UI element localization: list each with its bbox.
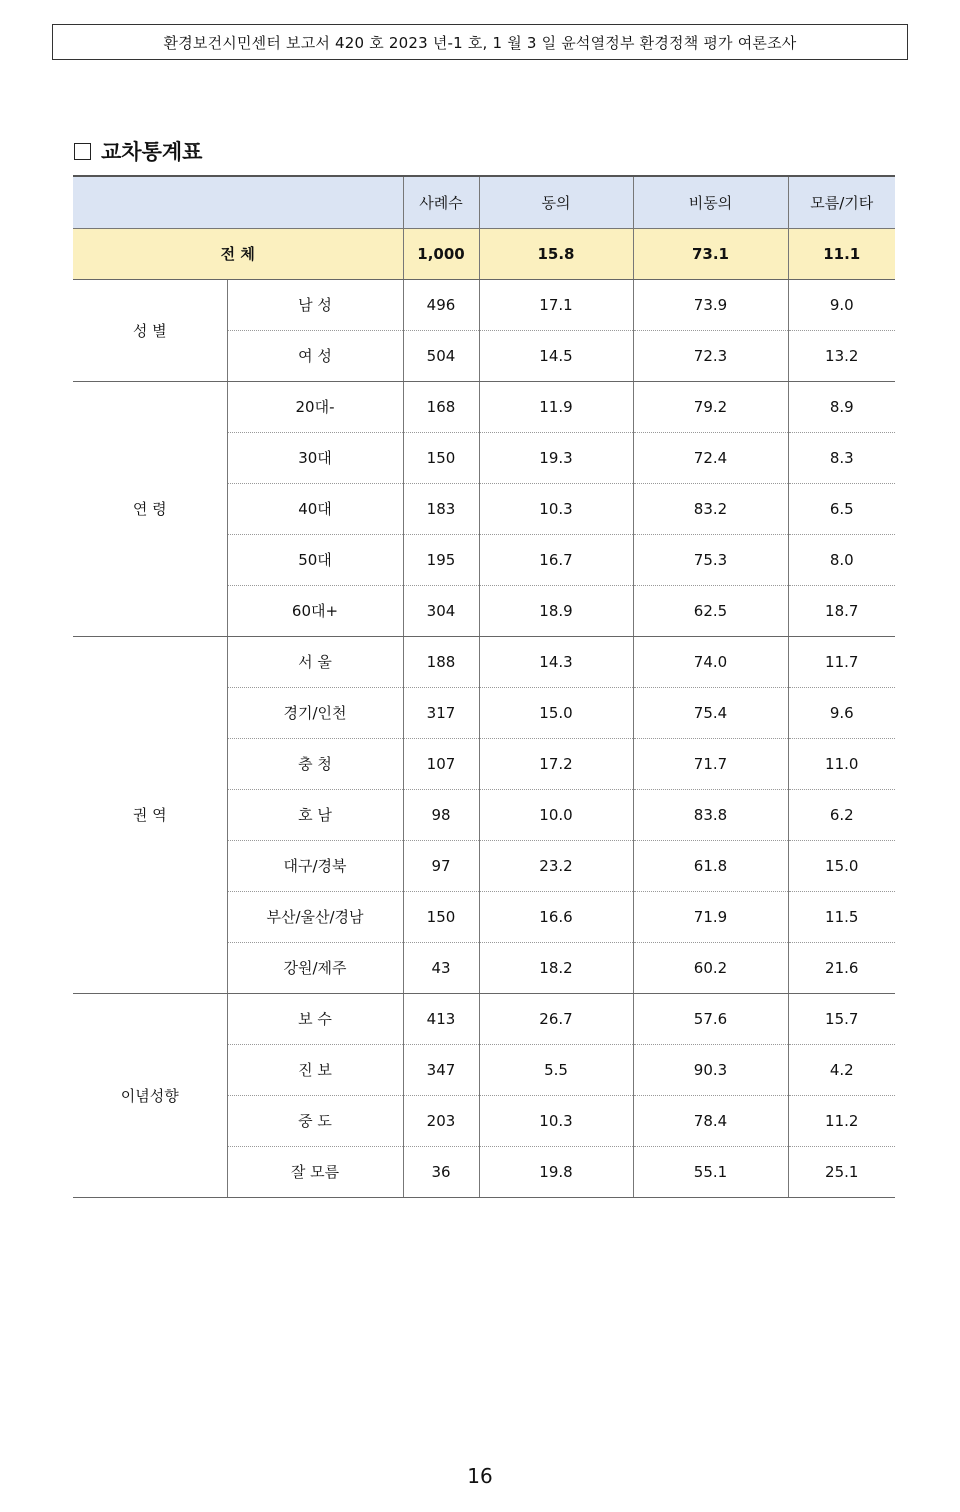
row-disagree: 75.4	[633, 687, 788, 738]
row-disagree: 72.4	[633, 432, 788, 483]
row-agree: 19.3	[479, 432, 633, 483]
table-row	[73, 993, 895, 1044]
row-label: 50대	[227, 534, 403, 585]
row-disagree: 57.6	[633, 993, 788, 1044]
group-label: 연 령	[73, 381, 227, 636]
row-n: 183	[403, 483, 479, 534]
row-other: 11.5	[788, 891, 895, 942]
row-n: 188	[403, 636, 479, 687]
row-n: 413	[403, 993, 479, 1044]
row-disagree: 78.4	[633, 1095, 788, 1146]
table-row	[73, 636, 895, 687]
row-label: 부산/울산/경남	[227, 891, 403, 942]
column-header-agree: 동의	[479, 176, 633, 228]
row-disagree: 75.3	[633, 534, 788, 585]
row-other: 13.2	[788, 330, 895, 381]
row-other: 15.7	[788, 993, 895, 1044]
row-label: 20대-	[227, 381, 403, 432]
row-agree: 16.7	[479, 534, 633, 585]
row-disagree: 90.3	[633, 1044, 788, 1095]
row-agree: 10.3	[479, 1095, 633, 1146]
row-n: 107	[403, 738, 479, 789]
row-agree: 18.2	[479, 942, 633, 993]
section-title	[74, 136, 202, 166]
group-label: 성 별	[73, 279, 227, 381]
row-n: 43	[403, 942, 479, 993]
row-n: 150	[403, 891, 479, 942]
row-n: 97	[403, 840, 479, 891]
table-header-row	[73, 176, 895, 228]
row-other: 6.5	[788, 483, 895, 534]
row-other: 18.7	[788, 585, 895, 636]
row-label: 30대	[227, 432, 403, 483]
row-label: 진 보	[227, 1044, 403, 1095]
row-disagree: 62.5	[633, 585, 788, 636]
row-other: 9.0	[788, 279, 895, 330]
row-other: 11.2	[788, 1095, 895, 1146]
row-agree: 16.6	[479, 891, 633, 942]
row-n: 168	[403, 381, 479, 432]
row-disagree: 72.3	[633, 330, 788, 381]
row-other: 8.9	[788, 381, 895, 432]
row-label: 40대	[227, 483, 403, 534]
row-other: 4.2	[788, 1044, 895, 1095]
table-row	[73, 381, 895, 432]
row-other: 8.0	[788, 534, 895, 585]
row-agree: 19.8	[479, 1146, 633, 1197]
total-disagree: 73.1	[633, 228, 788, 279]
row-disagree: 61.8	[633, 840, 788, 891]
row-other: 9.6	[788, 687, 895, 738]
row-n: 496	[403, 279, 479, 330]
row-agree: 23.2	[479, 840, 633, 891]
row-other: 25.1	[788, 1146, 895, 1197]
report-header	[52, 24, 908, 60]
group-label: 이념성향	[73, 993, 227, 1197]
row-n: 347	[403, 1044, 479, 1095]
row-agree: 26.7	[479, 993, 633, 1044]
row-label: 잘 모름	[227, 1146, 403, 1197]
row-agree: 14.3	[479, 636, 633, 687]
row-label: 60대+	[227, 585, 403, 636]
table-row	[73, 279, 895, 330]
total-row	[73, 228, 895, 279]
total-n: 1,000	[403, 228, 479, 279]
row-n: 98	[403, 789, 479, 840]
column-header-blank	[73, 176, 403, 228]
row-n: 150	[403, 432, 479, 483]
row-disagree: 74.0	[633, 636, 788, 687]
row-label: 대구/경북	[227, 840, 403, 891]
row-label: 중 도	[227, 1095, 403, 1146]
row-other: 15.0	[788, 840, 895, 891]
row-other: 8.3	[788, 432, 895, 483]
page-number: 16	[467, 1464, 493, 1488]
section-title-text: 교차통계표	[101, 140, 203, 164]
row-disagree: 71.9	[633, 891, 788, 942]
total-other: 11.1	[788, 228, 895, 279]
row-label: 경기/인천	[227, 687, 403, 738]
row-disagree: 55.1	[633, 1146, 788, 1197]
total-agree: 15.8	[479, 228, 633, 279]
row-other: 11.0	[788, 738, 895, 789]
row-agree: 17.2	[479, 738, 633, 789]
row-n: 504	[403, 330, 479, 381]
column-header-disagree: 비동의	[633, 176, 788, 228]
row-agree: 10.0	[479, 789, 633, 840]
row-n: 317	[403, 687, 479, 738]
row-disagree: 71.7	[633, 738, 788, 789]
row-agree: 17.1	[479, 279, 633, 330]
row-disagree: 73.9	[633, 279, 788, 330]
row-n: 304	[403, 585, 479, 636]
row-disagree: 60.2	[633, 942, 788, 993]
row-label: 호 남	[227, 789, 403, 840]
row-agree: 14.5	[479, 330, 633, 381]
column-header-other: 모름/기타	[788, 176, 895, 228]
row-other: 21.6	[788, 942, 895, 993]
row-n: 203	[403, 1095, 479, 1146]
row-label: 서 울	[227, 636, 403, 687]
row-n: 195	[403, 534, 479, 585]
group-label: 권 역	[73, 636, 227, 993]
row-other: 6.2	[788, 789, 895, 840]
row-agree: 18.9	[479, 585, 633, 636]
row-agree: 10.3	[479, 483, 633, 534]
row-disagree: 83.2	[633, 483, 788, 534]
row-agree: 11.9	[479, 381, 633, 432]
row-label: 강원/제주	[227, 942, 403, 993]
row-label: 보 수	[227, 993, 403, 1044]
row-n: 36	[403, 1146, 479, 1197]
cross-tab-table	[73, 175, 895, 1198]
checkbox-icon	[74, 143, 91, 160]
row-disagree: 83.8	[633, 789, 788, 840]
row-label: 여 성	[227, 330, 403, 381]
column-header-n: 사례수	[403, 176, 479, 228]
report-header-text: 환경보건시민센터 보고서 420 호 2023 년-1 호, 1 월 3 일 윤석열정부 환경정책 평가 여론조사	[163, 33, 797, 52]
row-label: 남 성	[227, 279, 403, 330]
row-agree: 15.0	[479, 687, 633, 738]
row-agree: 5.5	[479, 1044, 633, 1095]
row-other: 11.7	[788, 636, 895, 687]
total-label: 전 체	[73, 228, 403, 279]
row-disagree: 79.2	[633, 381, 788, 432]
row-label: 충 청	[227, 738, 403, 789]
